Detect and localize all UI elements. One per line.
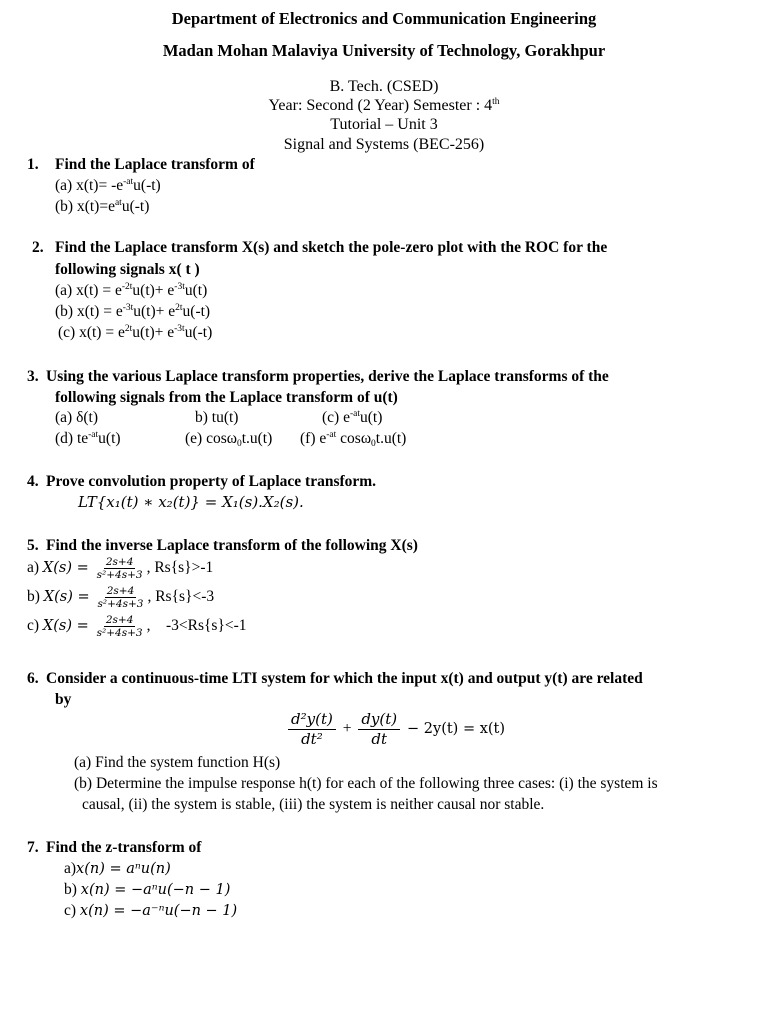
q5-title: Find the inverse Laplace transform of the following X(s) bbox=[46, 537, 418, 554]
q5-a-fraction: $\frac{2s+4}{\text{s²+4s+3}}$ bbox=[96, 556, 143, 582]
q5-part-a: a) X(s) = $\frac{2s+4}{\text{s²+4s+3}}$ , Rs{s}>-1 bbox=[27, 556, 214, 582]
q3-part-d: (d) $te^{-at}u(t)$ bbox=[55, 430, 121, 447]
q2-part-c: (c) $x(t) = e^{2t}u(t)+ e^{-3t}u(-t)$ bbox=[58, 324, 213, 341]
q2-part-b: (b) $x(t) = e^{-3t}u(t)+ e^{2t}u(-t)$ bbox=[55, 303, 211, 320]
q6-title-line1: Consider a continuous-time LTI system for which the input x(t) and output y(t) are related bbox=[46, 670, 643, 687]
q4-number: 4. bbox=[27, 473, 39, 490]
q7-part-a: a)x(n) = aⁿu(n) bbox=[64, 860, 171, 877]
q1-number: 1. bbox=[27, 156, 39, 173]
q6-part-b-line1: (b) Determine the impulse response h(t) for each of the following three cases: (i) the system is bbox=[74, 775, 658, 792]
q2-title-line2: following signals x( t ) bbox=[55, 261, 200, 278]
q4-title: Prove convolution property of Laplace transform. bbox=[46, 473, 377, 490]
q1-title: Find the Laplace transform of bbox=[55, 156, 255, 173]
q6-part-b-line2: causal, (ii) the system is stable, (iii) the system is neither causal nor stable. bbox=[82, 796, 545, 813]
q5-number: 5. bbox=[27, 537, 39, 554]
q3-part-f: (f) $e^{-at}$ cosω$_0$t.u(t) bbox=[300, 430, 407, 449]
q4-formula: LT{x₁(t) ∗ x₂(t)} = X₁(s).X₂(s). bbox=[78, 493, 304, 511]
q7-title: Find the z-transform of bbox=[46, 839, 202, 856]
q2-title-line1: Find the Laplace transform X(s) and sketch the pole-zero plot with the ROC for the bbox=[55, 239, 608, 256]
q5-part-c: c) X(s) = $\frac{2s+4}{\text{s²+4s+3}}$ , -3<Rs{s}<-1 bbox=[27, 614, 247, 640]
q3-part-a: (a) δ(t) bbox=[55, 409, 99, 426]
q3-title-line1: Using the various Laplace transform properties, derive the Laplace transforms of the bbox=[46, 368, 609, 385]
q3-part-c: (c) $e^{-at}u(t)$ bbox=[322, 409, 383, 426]
q7-number: 7. bbox=[27, 839, 39, 856]
q3-part-e: (e) cosω$_0$t.u(t) bbox=[185, 430, 273, 449]
q3-title-line2: following signals from the Laplace transform of u(t) bbox=[55, 389, 398, 406]
q3-part-b: b) tu(t) bbox=[195, 409, 239, 426]
university-heading: Madan Mohan Malaviya University of Technology, Gorakhpur bbox=[162, 41, 606, 60]
tutorial-line: Tutorial – Unit 3 bbox=[330, 116, 438, 133]
course-line: Signal and Systems (BEC-256) bbox=[283, 136, 485, 153]
q1-part-a: (a) $x(t)= -e^{-at}u(-t)$ bbox=[55, 177, 161, 194]
q3-number: 3. bbox=[27, 368, 39, 385]
q6-differential-equation: $\frac{\text{d²y(t)}}{\text{dt²}}$ + $\frac{dy(t)}{dt}$ − 2y(t) = x(t) bbox=[285, 710, 505, 749]
program-line: B. Tech. (CSED) bbox=[329, 78, 439, 95]
q2-number: 2. bbox=[32, 239, 44, 256]
q7-part-c: c) x(n) = −a⁻ⁿu(−n − 1) bbox=[64, 902, 238, 919]
q5-part-b: b) X(s) = $\frac{2s+4}{\text{s²+4s+3}}$ , Rs{s}<-3 bbox=[27, 585, 215, 611]
q5-b-fraction: $\frac{2s+4}{\text{s²+4s+3}}$ bbox=[97, 585, 144, 611]
q7-part-b: b) x(n) = −aⁿu(−n − 1) bbox=[64, 881, 231, 898]
q2-part-a: (a) $x(t) = e^{-2t}u(t)+ e^{-3t}u(t)$ bbox=[55, 282, 208, 299]
q1-part-b: (b) $x(t)=e^{at}u(-t)$ bbox=[55, 198, 150, 215]
department-heading: Department of Electronics and Communication Engineering bbox=[171, 9, 597, 28]
q6-number: 6. bbox=[27, 670, 39, 687]
q6-title-line2: by bbox=[55, 691, 72, 708]
q6-part-a: (a) Find the system function H(s) bbox=[74, 754, 281, 771]
year-semester-line: Year: Second (2 Year) Semester : 4th bbox=[268, 97, 500, 114]
q5-c-fraction: $\frac{2s+4}{\text{s²+4s+3}}$ bbox=[96, 614, 143, 640]
